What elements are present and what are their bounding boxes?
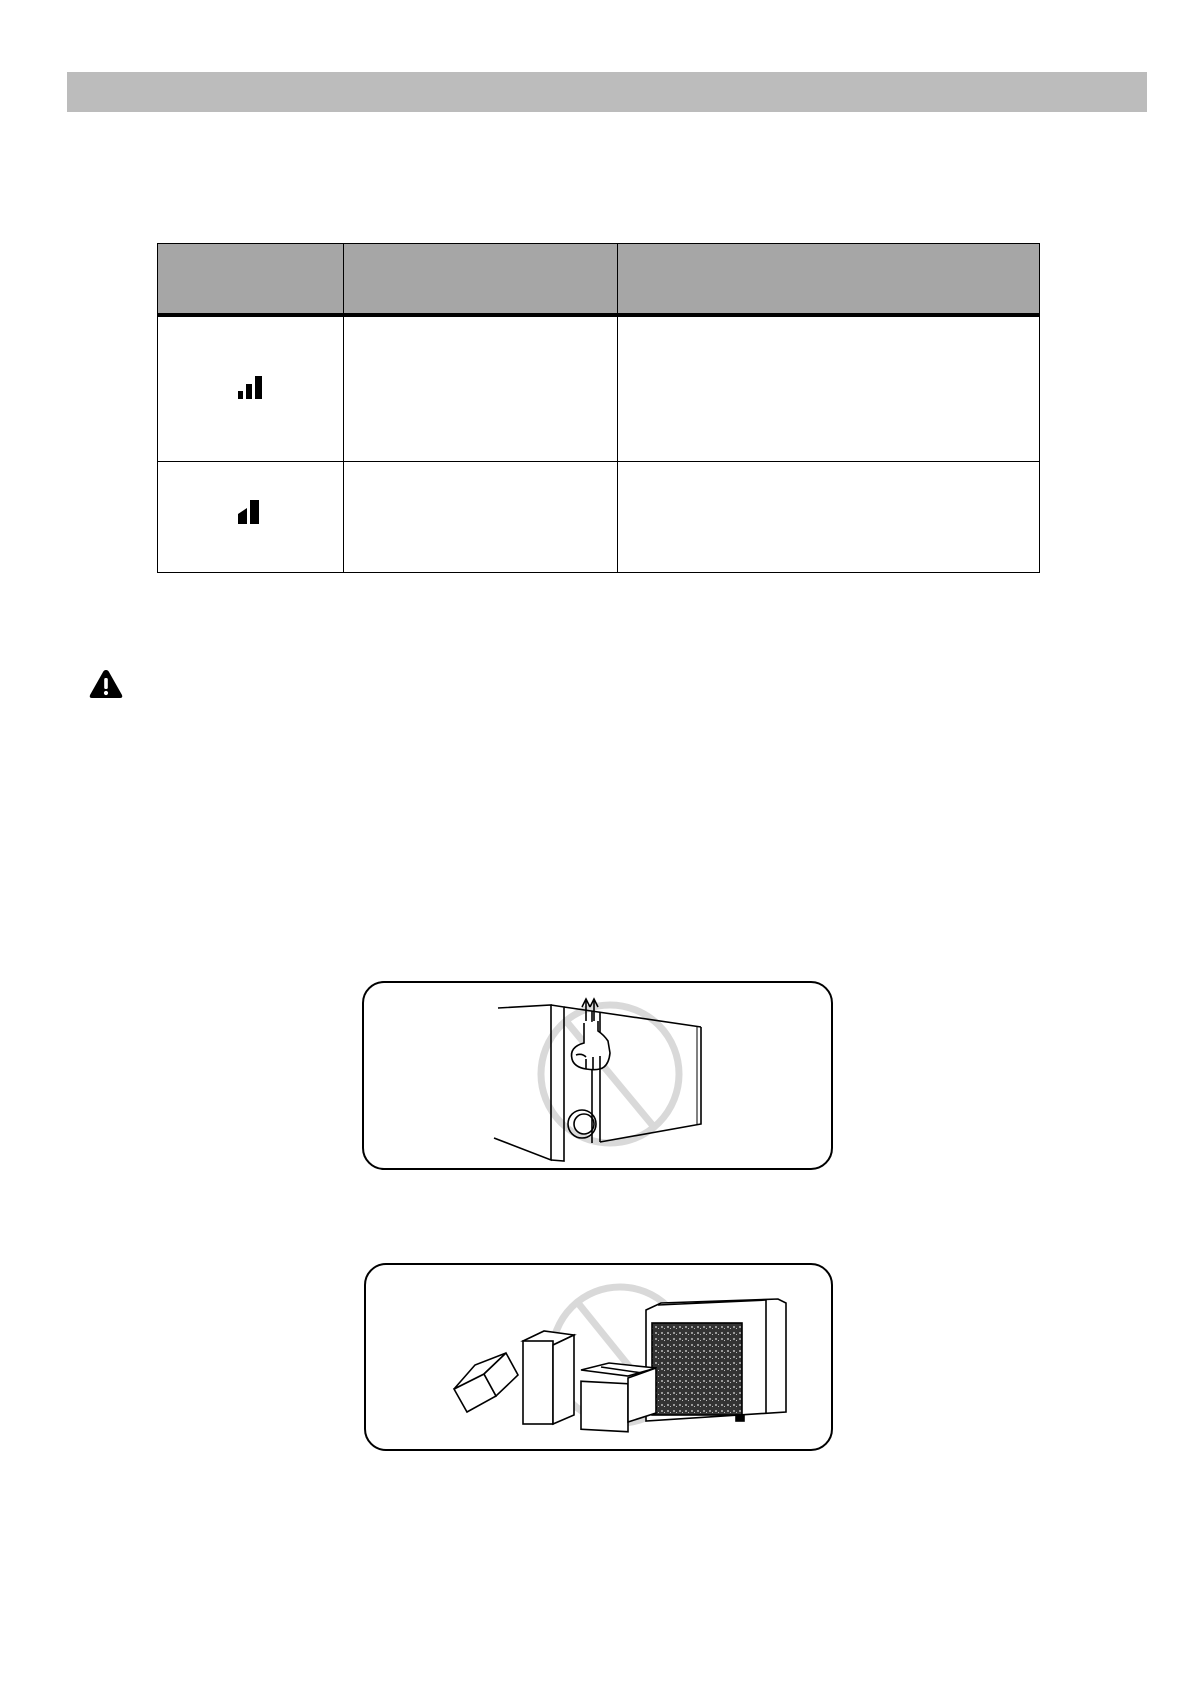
mode-table xyxy=(157,243,1040,573)
warning-triangle-icon xyxy=(88,668,124,700)
illustration-hand-prohibited xyxy=(362,981,833,1170)
table-row-divider xyxy=(158,461,1039,462)
signal-strength-2-bars-icon xyxy=(236,500,264,524)
hand-touching-unit-prohibited-icon xyxy=(364,983,831,1168)
illustration-boxes-prohibited xyxy=(364,1263,833,1451)
signal-strength-3-bars-icon xyxy=(236,375,264,399)
boxes-blocking-unit-prohibited-icon xyxy=(366,1265,831,1449)
table-col-divider xyxy=(343,244,344,572)
section-header-bar xyxy=(67,72,1147,112)
table-col-divider xyxy=(617,244,618,572)
table-header-row xyxy=(158,244,1039,317)
